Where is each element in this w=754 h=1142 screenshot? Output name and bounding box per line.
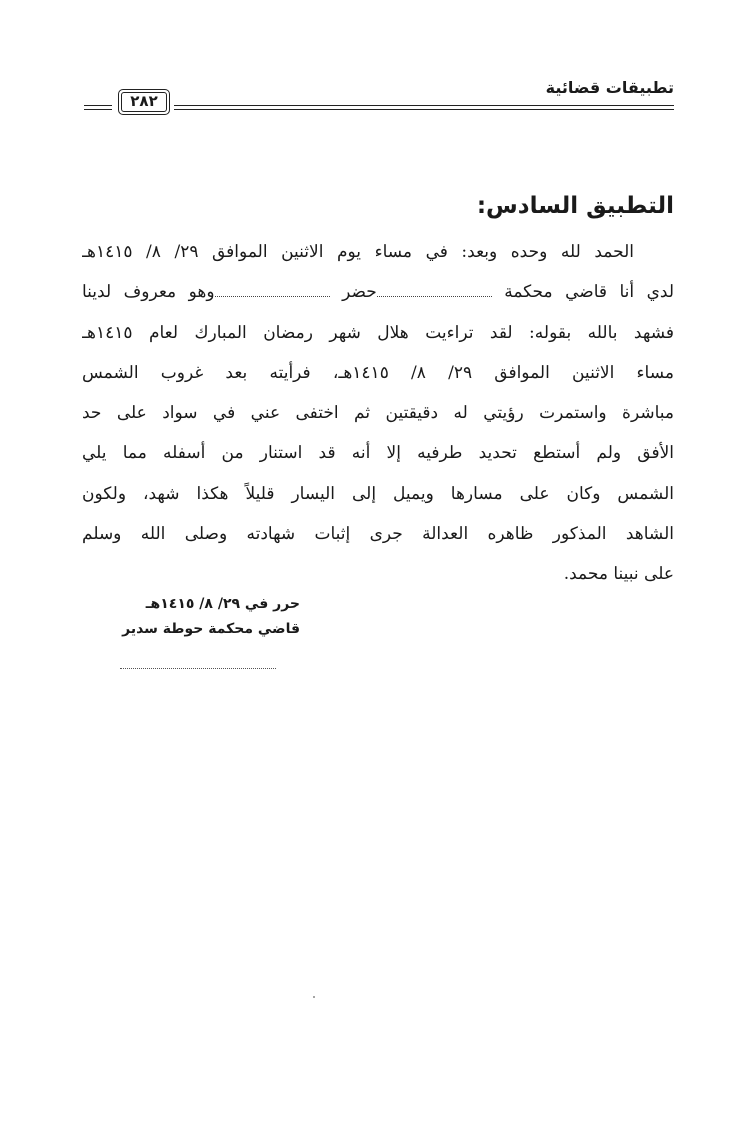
text-line: على نبينا محمد. xyxy=(563,564,674,585)
text-line: الحمد لله وحده وبعد: في مساء يوم الاثنين الموافق ٢٩/ ٨/ ١٤١٥هـ xyxy=(82,242,634,262)
text-fragment: وهو معروف لدينا xyxy=(82,282,215,303)
text-line: الشاهد المذكور ظاهره العدالة جرى إثبات شهادته وصلى الله وسلم xyxy=(82,524,674,545)
blank-field xyxy=(377,288,492,297)
header-rule-left xyxy=(84,109,112,110)
signature-judge: قاضي محكمة حوطة سدير xyxy=(122,621,300,637)
text-line-with-blanks xyxy=(82,272,674,312)
page-header xyxy=(84,76,674,120)
text-line: مساء الاثنين الموافق ٢٩/ ٨/ ١٤١٥هـ، فرأيته بعد غروب الشمس xyxy=(82,362,674,383)
signature-date: حرر في ٢٩/ ٨/ ١٤١٥هـ xyxy=(145,596,300,612)
signature-blank xyxy=(120,667,276,669)
header-rule-left xyxy=(84,105,112,106)
paragraph xyxy=(82,232,674,595)
signature-block xyxy=(120,592,300,642)
book-title: تطبيقات قضائية xyxy=(545,78,674,97)
page-body xyxy=(82,186,674,595)
text-line: مباشرة واستمرت رؤيتي له دقيقتين ثم اختفى عني في سواد على حد xyxy=(82,403,674,424)
section-title: التطبيق السادس: xyxy=(476,193,674,219)
text-fragment: لدي أنا قاضي محكمة xyxy=(504,282,674,303)
header-rule xyxy=(174,109,674,110)
header-rule xyxy=(174,105,674,106)
text-line: الأفق ولم أستطع تحديد طرفيه إلا أنه قد استنار من أسفله مما يلي xyxy=(82,443,674,464)
scan-speck xyxy=(313,996,315,998)
blank-field xyxy=(215,288,330,297)
text-line: الشمس وكان على مسارها ويميل إلى اليسار قليلاً هكذا شهد، ولكون xyxy=(82,483,674,504)
text-line: فشهد بالله بقوله: لقد تراءيت هلال شهر رمضان المبارك لعام ١٤١٥هـ xyxy=(82,322,674,343)
text-fragment: حضر xyxy=(342,282,377,303)
page-number: ٢٨٢ xyxy=(118,89,170,115)
